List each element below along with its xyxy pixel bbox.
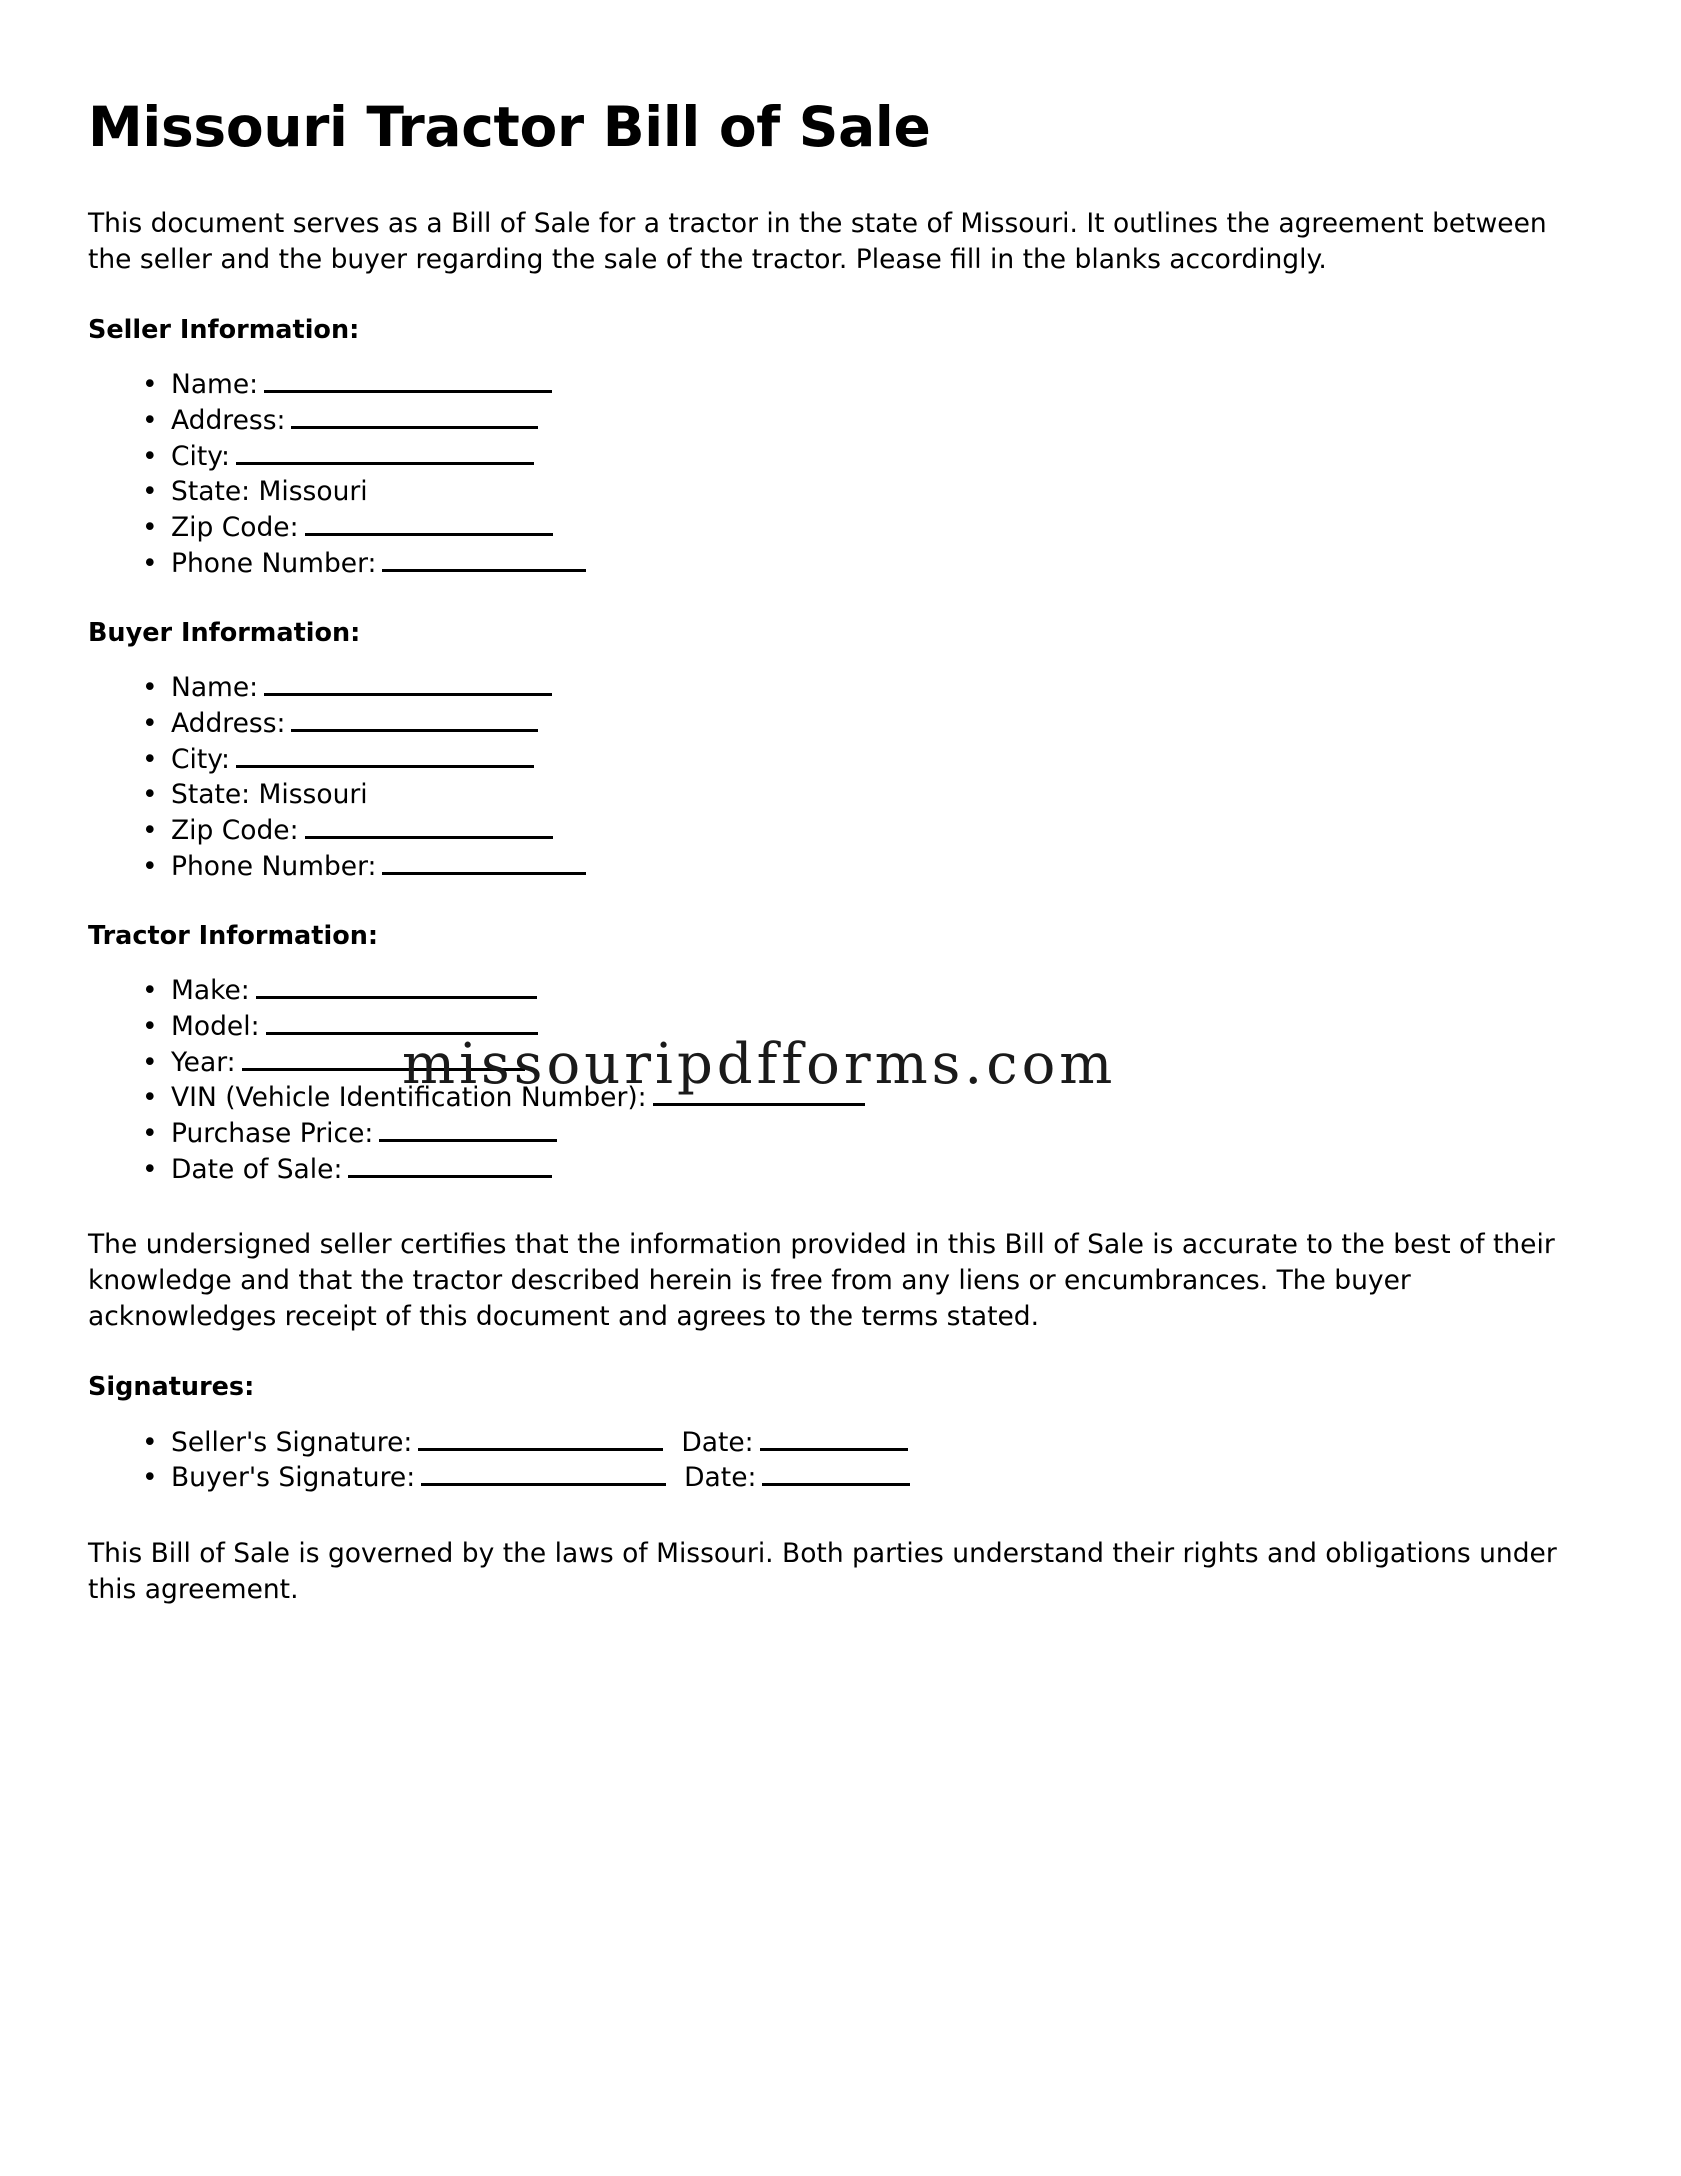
tractor-price-label: Purchase Price: — [171, 1117, 374, 1149]
seller-zip-label: Zip Code: — [171, 512, 299, 544]
buyer-date-label: Date: — [684, 1462, 757, 1494]
signatures-list — [88, 1425, 1593, 1496]
governing-law-paragraph: This Bill of Sale is governed by the laws of Missouri. Both parties understand their rights and obligations under this agreement. — [88, 1537, 1557, 1605]
list-item — [88, 706, 1593, 742]
intro-paragraph: This document serves as a Bill of Sale for a tractor in the state of Missouri. It outlines the agreement between the seller and the buyer regarding the sale of the tractor. Please fill in the blanks accordingly. — [88, 208, 1547, 276]
buyer-signature-label: Buyer's Signature: — [171, 1462, 416, 1494]
list-item — [88, 742, 1593, 778]
seller-zip-blank[interactable] — [305, 511, 553, 536]
seller-phone-label: Phone Number: — [171, 547, 377, 579]
page-title: Missouri Tractor Bill of Sale — [88, 95, 931, 159]
buyer-city-blank[interactable] — [236, 742, 534, 767]
tractor-make-blank[interactable] — [256, 974, 537, 999]
list-item — [88, 1080, 1593, 1116]
buyer-date-blank[interactable] — [762, 1461, 910, 1486]
buyer-zip-label: Zip Code: — [171, 815, 299, 846]
site-watermark: missouripdfforms.com — [402, 1032, 1117, 1097]
list-item — [88, 1116, 1593, 1152]
seller-phone-blank[interactable] — [382, 546, 586, 571]
tractor-date-of-sale-blank[interactable] — [348, 1152, 552, 1177]
buyer-state-label: State: — [171, 779, 251, 811]
tractor-price-blank[interactable] — [379, 1117, 557, 1142]
list-item — [88, 849, 1593, 885]
list-item — [88, 367, 1593, 403]
seller-information-heading: Seller Information: — [88, 315, 360, 346]
signatures-heading: Signatures: — [88, 1372, 255, 1403]
list-item — [88, 1152, 1593, 1188]
list-item — [88, 439, 1593, 475]
seller-city-label: City: — [171, 440, 230, 472]
list-item — [88, 973, 1593, 1009]
buyer-zip-blank[interactable] — [305, 814, 553, 839]
list-item — [88, 1425, 1593, 1461]
tractor-vin-blank[interactable] — [653, 1081, 865, 1106]
list-item — [88, 474, 1593, 510]
document-content — [88, 96, 1593, 1608]
seller-fields-list — [88, 367, 1593, 581]
certification-paragraph: The undersigned seller certifies that the information provided in this Bill of Sale is accurate to the best of their knowledge and that the tractor described herein is free from any liens or encumbrances. The buyer acknowledges receipt of this document and agrees to the terms stated. — [88, 1229, 1555, 1333]
buyer-signature-blank[interactable] — [421, 1461, 666, 1486]
list-item — [88, 670, 1593, 706]
seller-state-label: State: — [171, 476, 251, 508]
tractor-model-label: Model: — [171, 1011, 260, 1043]
seller-date-label: Date: — [681, 1426, 754, 1458]
tractor-date-of-sale-label: Date of Sale: — [171, 1153, 343, 1185]
list-item — [88, 813, 1593, 849]
buyer-address-label: Address: — [171, 708, 286, 740]
seller-address-blank[interactable] — [291, 404, 538, 429]
tractor-information-heading: Tractor Information: — [88, 921, 379, 952]
seller-name-blank[interactable] — [264, 368, 552, 393]
list-item — [88, 403, 1593, 439]
list-item — [88, 777, 1593, 813]
seller-signature-label: Seller's Signature: — [171, 1426, 413, 1458]
buyer-name-label: Name: — [171, 672, 259, 704]
buyer-name-blank[interactable] — [264, 671, 552, 696]
list-item — [88, 1045, 1593, 1081]
buyer-city-label: City: — [171, 743, 230, 775]
tractor-fields-list — [88, 973, 1593, 1187]
seller-state-value: Missouri — [258, 476, 368, 508]
tractor-make-label: Make: — [171, 975, 250, 1007]
buyer-phone-blank[interactable] — [382, 849, 586, 874]
buyer-address-blank[interactable] — [291, 707, 538, 732]
list-item — [88, 1460, 1593, 1496]
tractor-vin-label: VIN (Vehicle Identification Number): — [171, 1082, 647, 1114]
buyer-information-heading: Buyer Information: — [88, 618, 361, 649]
seller-date-blank[interactable] — [760, 1425, 908, 1450]
tractor-year-blank[interactable] — [242, 1045, 525, 1070]
list-item — [88, 510, 1593, 546]
seller-city-blank[interactable] — [236, 439, 534, 464]
tractor-year-label: Year: — [171, 1046, 236, 1078]
buyer-fields-list — [88, 670, 1593, 884]
list-item — [88, 546, 1593, 582]
buyer-state-value: Missouri — [258, 779, 368, 811]
buyer-phone-label: Phone Number: — [171, 850, 377, 882]
seller-name-label: Name: — [171, 369, 259, 401]
tractor-model-blank[interactable] — [266, 1010, 538, 1035]
seller-address-label: Address: — [171, 405, 286, 437]
list-item — [88, 1009, 1593, 1045]
seller-signature-blank[interactable] — [418, 1425, 663, 1450]
